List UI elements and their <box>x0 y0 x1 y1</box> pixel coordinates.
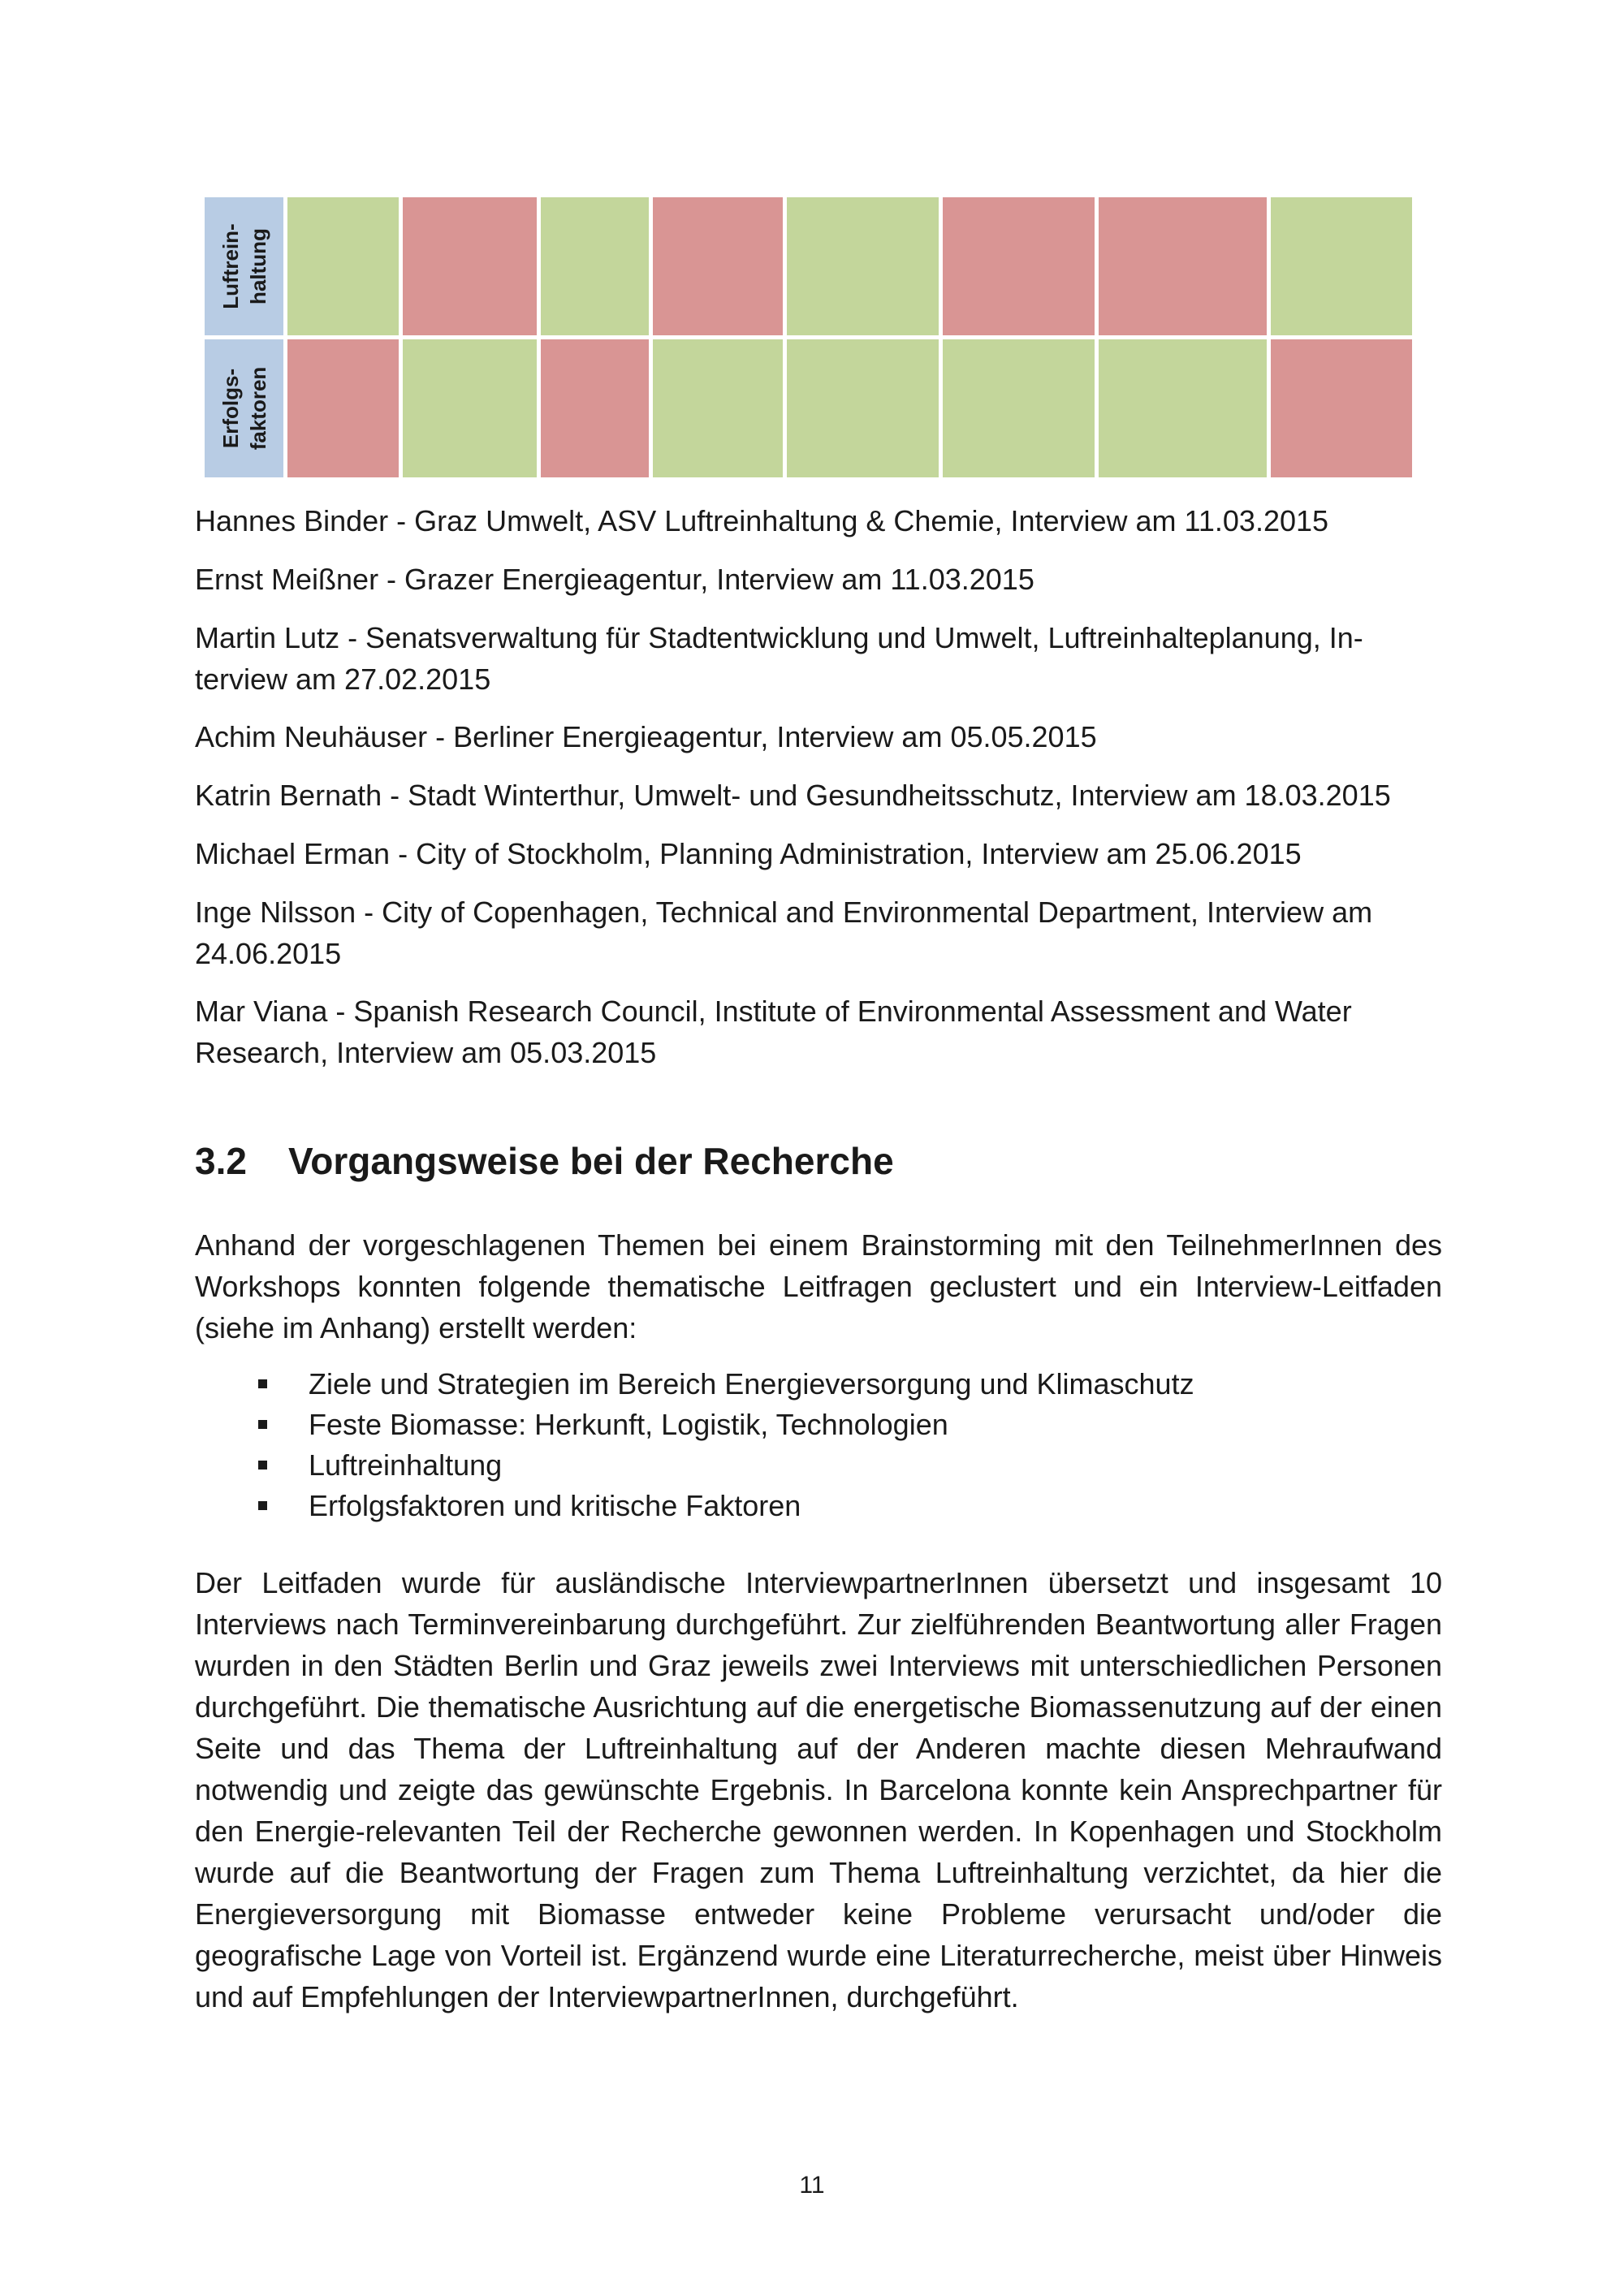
interview-entry: Ernst Meißner - Grazer Energieagentur, Interview am 11.03.2015 <box>195 563 1034 596</box>
page-number: 11 <box>799 2172 825 2199</box>
topic-list <box>258 1364 1436 1526</box>
list-item-text: Ziele und Strategien im Bereich Energieversorgung und Klimaschutz <box>309 1367 1194 1400</box>
bullet-square-icon <box>258 1501 267 1510</box>
interview-entry: Inge Nilsson - City of Copenhagen, Technical and Environmental Department, Interview am 24.06.2015 <box>195 896 1373 970</box>
row-label-erfolgsfaktoren: Erfolgs- faktoren <box>218 366 270 451</box>
interview-entry: Achim Neuhäuser - Berliner Energieagentur, Interview am 05.05.2015 <box>195 720 1097 753</box>
interview-entry: Katrin Bernath - Stadt Winterthur, Umwelt- und Gesundheitsschutz, Interview am 18.03.2015 <box>195 779 1391 812</box>
assessment-matrix <box>201 193 1416 481</box>
interview-entry: Mar Viana - Spanish Research Council, Institute of Environmental Assessment and Water Research, Interview am 05.03.2015 <box>195 995 1352 1069</box>
matrix-row-luftreinhaltung <box>205 197 1412 335</box>
list-item-text: Erfolgsfaktoren und kritische Faktoren <box>309 1489 801 1522</box>
list-item-text: Feste Biomasse: Herkunft, Logistik, Technologien <box>309 1408 948 1441</box>
body-paragraph: Der Leitfaden wurde für ausländische InterviewpartnerInnen übersetzt und insgesamt 10 Interviews nach Terminvereinbarung durchgeführt. Zur zielführenden Beantwortung aller Fragen wurden in den Städten Berlin und Graz jeweils zwei Interviews mit unterschiedlichen Personen durchgeführt. Die thematische Ausrichtung auf die energetische Biomassenutzung auf der einen Seite und das Thema der Luftreinhaltung auf der Anderen machte diesen Mehraufwand notwendig und zeigte das gewünschte Ergebnis. In Barcelona konnte kein Ansprechpartner für den Energie-relevanten Teil der Recherche gewonnen werden. In Kopenhagen und Stockholm wurde auf die Beantwortung der Fragen zum Thema Luftreinhaltung verzichtet, da hier die Energieversorgung mit Biomasse entweder keine Probleme verursacht und/oder die geografische Lage von Vorteil ist. Ergänzend wurde eine Literaturrecherche, meist über Hinweis und auf Empfehlungen der InterviewpartnerInnen, durchgeführt. <box>195 1566 1442 2013</box>
list-item <box>258 1364 1436 1405</box>
interview-entry: Martin Lutz - Senatsverwaltung für Stadtentwicklung und Umwelt, Luftreinhalteplanung, In- terview am 27.02.2015 <box>195 621 1363 696</box>
matrix-row-erfolgsfaktoren <box>205 339 1412 477</box>
section-title: Vorgangsweise bei der Recherche <box>288 1140 894 1182</box>
row-label-luftreinhaltung: Luftrein- haltung <box>218 223 270 309</box>
matrix-cell <box>287 197 399 335</box>
list-item-text: Luftreinhaltung <box>309 1448 503 1482</box>
bullet-square-icon <box>258 1379 267 1388</box>
bullet-square-icon <box>258 1420 267 1429</box>
matrix-cell <box>287 339 399 477</box>
section-heading <box>195 1137 894 1185</box>
matrix-cell <box>787 197 939 335</box>
matrix-cell <box>653 339 783 477</box>
matrix-cell <box>1099 197 1267 335</box>
list-item <box>258 1486 1436 1526</box>
matrix-cell <box>403 339 537 477</box>
interview-entry: Hannes Binder - Graz Umwelt, ASV Luftreinhaltung & Chemie, Interview am 11.03.2015 <box>195 504 1329 537</box>
matrix-row-header <box>205 197 283 335</box>
matrix-cell <box>541 339 649 477</box>
matrix-cell <box>1271 197 1412 335</box>
intro-paragraph: Anhand der vorgeschlagenen Themen bei einem Brainstorming mit den TeilnehmerInnen des Workshops konnten folgende thematische Leitfragen geclustert und ein Interview-Leitfaden (siehe im Anhang) erstellt werden: <box>195 1228 1442 1344</box>
list-item <box>258 1445 1436 1486</box>
matrix-cell <box>541 197 649 335</box>
matrix-cell <box>653 197 783 335</box>
matrix-row-header <box>205 339 283 477</box>
interview-entry: Michael Erman - City of Stockholm, Planning Administration, Interview am 25.06.2015 <box>195 837 1302 870</box>
list-item <box>258 1405 1436 1445</box>
matrix-cell <box>787 339 939 477</box>
section-number: 3.2 <box>195 1140 247 1182</box>
matrix-cell <box>1271 339 1412 477</box>
matrix-cell <box>1099 339 1267 477</box>
bullet-square-icon <box>258 1461 267 1470</box>
matrix-cell <box>943 339 1095 477</box>
matrix-cell <box>943 197 1095 335</box>
matrix-cell <box>403 197 537 335</box>
